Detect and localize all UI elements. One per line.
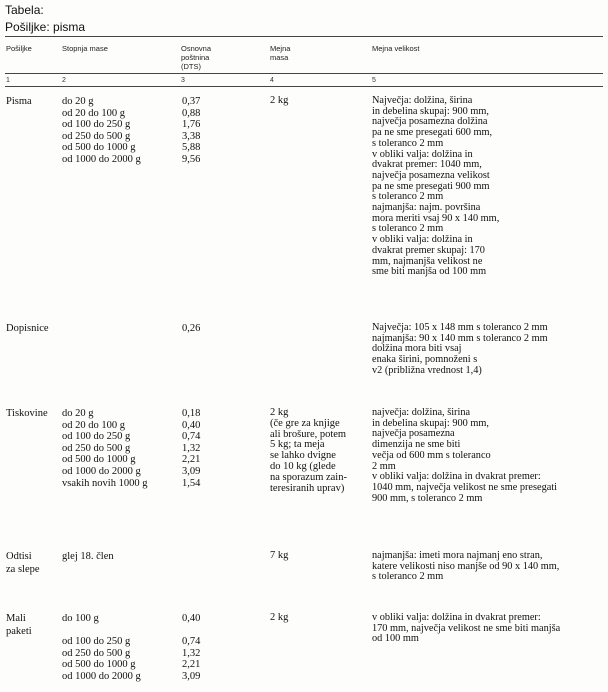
size-limit-line: največja posamezna dolžina (372, 116, 488, 128)
size-limit-line: s toleranco 2 mm (372, 223, 444, 235)
mass-step-line: od 250 do 500 g (62, 130, 131, 142)
size-limit-line: največja: dolžina, širina (372, 407, 471, 418)
size-limit-cell (372, 408, 557, 504)
shipment-name-line: paketi (6, 625, 32, 637)
shipment-name-line: Dopisnice (6, 323, 49, 334)
colnum-3: 3 (181, 77, 185, 84)
mass-limit-cell (270, 408, 347, 494)
shipment-name-cell (6, 408, 48, 421)
size-limit-line: najmanjša: najm. površina (372, 202, 481, 214)
size-limit-line: 900 mm, s toleranco 2 mm (372, 492, 483, 504)
colnum-rule (5, 86, 603, 87)
size-limit-line: 170 mm, največja velikost ne sme biti manjša (372, 622, 561, 634)
base-fee-line: 1,32 (182, 442, 201, 454)
size-limit-cell (372, 323, 548, 377)
shipment-name-cell (6, 323, 49, 336)
base-fee-line: 5,88 (182, 142, 201, 154)
header-osnovna-postnina: Osnovna poštnina (DTS) (181, 44, 212, 71)
size-limit-cell (372, 96, 499, 278)
base-fee-line: 0,74 (182, 636, 201, 648)
shipment-name-line: za slepe (6, 563, 40, 575)
mass-limit-line: teresiranih uprav) (270, 482, 345, 494)
mass-step-line: do 100 g (62, 613, 99, 624)
base-fee-line: 3,09 (182, 465, 201, 477)
size-limit-line: pa ne sme presegati 600 mm, (372, 127, 493, 139)
shipment-name-line: Pisma (6, 96, 32, 107)
size-limit-line: v2 (približna vrednost 1,4) (372, 364, 482, 376)
size-limit-line: mm, najmanjša velikost ne (372, 255, 483, 267)
shipment-name-line: Mali (6, 613, 26, 624)
base-fee-cell (182, 408, 200, 489)
table-caption: Tabela: (5, 3, 44, 17)
top-rule (5, 36, 603, 37)
mass-step-line: od 500 do 1000 g (62, 454, 136, 466)
base-fee-line: 1,54 (182, 477, 201, 489)
mass-limit-line: do 10 kg (glede (270, 460, 336, 472)
header-mejna-masa: Mejna masa (270, 44, 291, 62)
base-fee-line: 0,74 (182, 431, 201, 443)
size-limit-line: v obliki valja: dolžina in (372, 148, 473, 160)
size-limit-line: 1040 mm, največja velikost ne sme presegati (372, 481, 558, 493)
shipment-name-cell (6, 551, 40, 576)
mass-step-line: od 1000 do 2000 g (62, 465, 141, 477)
size-limit-line: dimenzija ne sme biti (372, 439, 461, 451)
base-fee-line: 3,09 (182, 670, 201, 682)
size-limit-line: enaka širini, pomnoženi s (372, 354, 478, 366)
size-limit-line: dolžina mora biti vsaj (372, 343, 462, 355)
header-stopnja-mase: Stopnja mase (62, 44, 108, 53)
size-limit-line: v obliki valja: dolžina in dvakrat premer: (372, 471, 541, 483)
base-fee-line: 0,18 (182, 408, 201, 419)
mass-limit-line: 2 kg (270, 95, 289, 106)
size-limit-line: večja od 600 mm s toleranco (372, 449, 491, 461)
base-fee-line: 9,56 (182, 153, 201, 165)
base-fee-line: 0,40 (182, 419, 201, 431)
header-rule (5, 73, 603, 74)
base-fee-line: 2,21 (182, 659, 201, 671)
base-fee-line: 0,37 (182, 96, 201, 107)
mass-step-line: od 250 do 500 g (62, 442, 131, 454)
header-mejna-velikost: Mejna velikost (372, 44, 420, 53)
mass-step-line (62, 625, 141, 637)
shipment-name-line: Tiskovine (6, 408, 48, 419)
mass-limit-line: 2 kg (270, 407, 289, 418)
mass-limit-line: 2 kg (270, 612, 289, 623)
size-limit-line: v obliki valja: dolžina in (372, 234, 473, 246)
mass-step-line: od 100 do 250 g (62, 431, 131, 443)
header-posiljke: Pošiljke (6, 44, 32, 53)
mass-step-line: do 20 g (62, 408, 94, 419)
mass-limit-line: 5 kg; ta meja (270, 439, 325, 451)
mass-step-line: od 1000 do 2000 g (62, 670, 141, 682)
size-limit-line: najmanjša: imeti mora najmanj eno stran, (372, 550, 543, 561)
base-fee-cell (182, 613, 200, 683)
base-fee-line: 0,26 (182, 323, 201, 334)
base-fee-line: 3,38 (182, 130, 201, 142)
size-limit-line: največja posamezna (372, 428, 455, 440)
size-limit-line: Največja: dolžina, širina (372, 95, 473, 106)
shipment-name-cell (6, 613, 32, 638)
base-fee-line: 1,32 (182, 647, 201, 659)
mass-step-line: od 250 do 500 g (62, 647, 131, 659)
size-limit-line: največja posamezna velikost (372, 169, 490, 181)
table-subtitle: Pošiljke: pisma (5, 20, 86, 34)
shipment-name-line: Odtisi (6, 551, 32, 562)
base-fee-line: 0,88 (182, 107, 201, 119)
size-limit-line: in debelina skupaj: 900 mm, (372, 105, 489, 117)
base-fee-cell (182, 323, 200, 335)
mass-step-line: od 500 do 1000 g (62, 142, 136, 154)
mass-step-cell (62, 551, 114, 563)
size-limit-line: s toleranco 2 mm (372, 571, 444, 583)
mass-limit-cell (270, 613, 288, 624)
base-fee-line (182, 625, 200, 637)
size-limit-line: od 100 mm (372, 633, 419, 645)
size-limit-line: 2 mm (372, 460, 396, 472)
mass-limit-line: na sporazum zain- (270, 471, 347, 483)
base-fee-line: 2,21 (182, 454, 201, 466)
base-fee-line: 1,76 (182, 119, 201, 131)
mass-limit-cell (270, 551, 288, 562)
colnum-5: 5 (372, 77, 376, 84)
size-limit-line: s toleranco 2 mm (372, 137, 444, 149)
size-limit-line: katere velikosti niso manjše od 90 x 140 mm, (372, 560, 560, 572)
mass-step-line: od 20 do 100 g (62, 107, 125, 119)
size-limit-cell (372, 551, 559, 583)
mass-limit-line: ali brošure, potem (270, 428, 347, 440)
size-limit-line: mora meriti vsaj 90 x 140 mm, (372, 212, 500, 224)
base-fee-line: 0,40 (182, 613, 201, 624)
mass-step-line: od 100 do 250 g (62, 636, 131, 648)
mass-step-line: glej 18. člen (62, 551, 114, 562)
mass-limit-line: (če gre za knjige (270, 417, 340, 429)
colnum-2: 2 (62, 77, 66, 84)
size-limit-line: pa ne sme presegati 900 mm (372, 180, 490, 192)
mass-limit-cell (270, 96, 288, 107)
mass-step-line: do 20 g (62, 96, 94, 107)
size-limit-line: in debelina skupaj: 900 mm, (372, 417, 489, 429)
size-limit-line: Največja: 105 x 148 mm s toleranco 2 mm (372, 322, 548, 333)
mass-limit-line: se lahko dvigne (270, 450, 336, 462)
size-limit-line: s toleranco 2 mm (372, 191, 444, 203)
size-limit-cell (372, 613, 560, 645)
mass-step-line: od 20 do 100 g (62, 419, 125, 431)
size-limit-line: najmanjša: 90 x 140 mm s toleranco 2 mm (372, 332, 548, 344)
mass-step-cell (62, 613, 141, 683)
colnum-4: 4 (270, 77, 274, 84)
mass-step-line: od 100 do 250 g (62, 119, 131, 131)
mass-step-cell (62, 408, 147, 489)
mass-step-cell (62, 96, 141, 166)
size-limit-line: v obliki valja: dolžina in dvakrat premer: (372, 612, 541, 623)
size-limit-line: dvakrat premer skupaj: 170 (372, 244, 485, 256)
mass-step-line: od 500 do 1000 g (62, 659, 136, 671)
colnum-1: 1 (6, 77, 10, 84)
base-fee-cell (182, 96, 200, 166)
size-limit-line: sme biti manjša od 100 mm (372, 266, 487, 278)
shipment-name-cell (6, 96, 32, 109)
mass-limit-line: 7 kg (270, 550, 289, 561)
mass-step-line: vsakih novih 1000 g (62, 477, 148, 489)
mass-step-line: od 1000 do 2000 g (62, 153, 141, 165)
size-limit-line: dvakrat premer: 1040 mm, (372, 159, 482, 171)
